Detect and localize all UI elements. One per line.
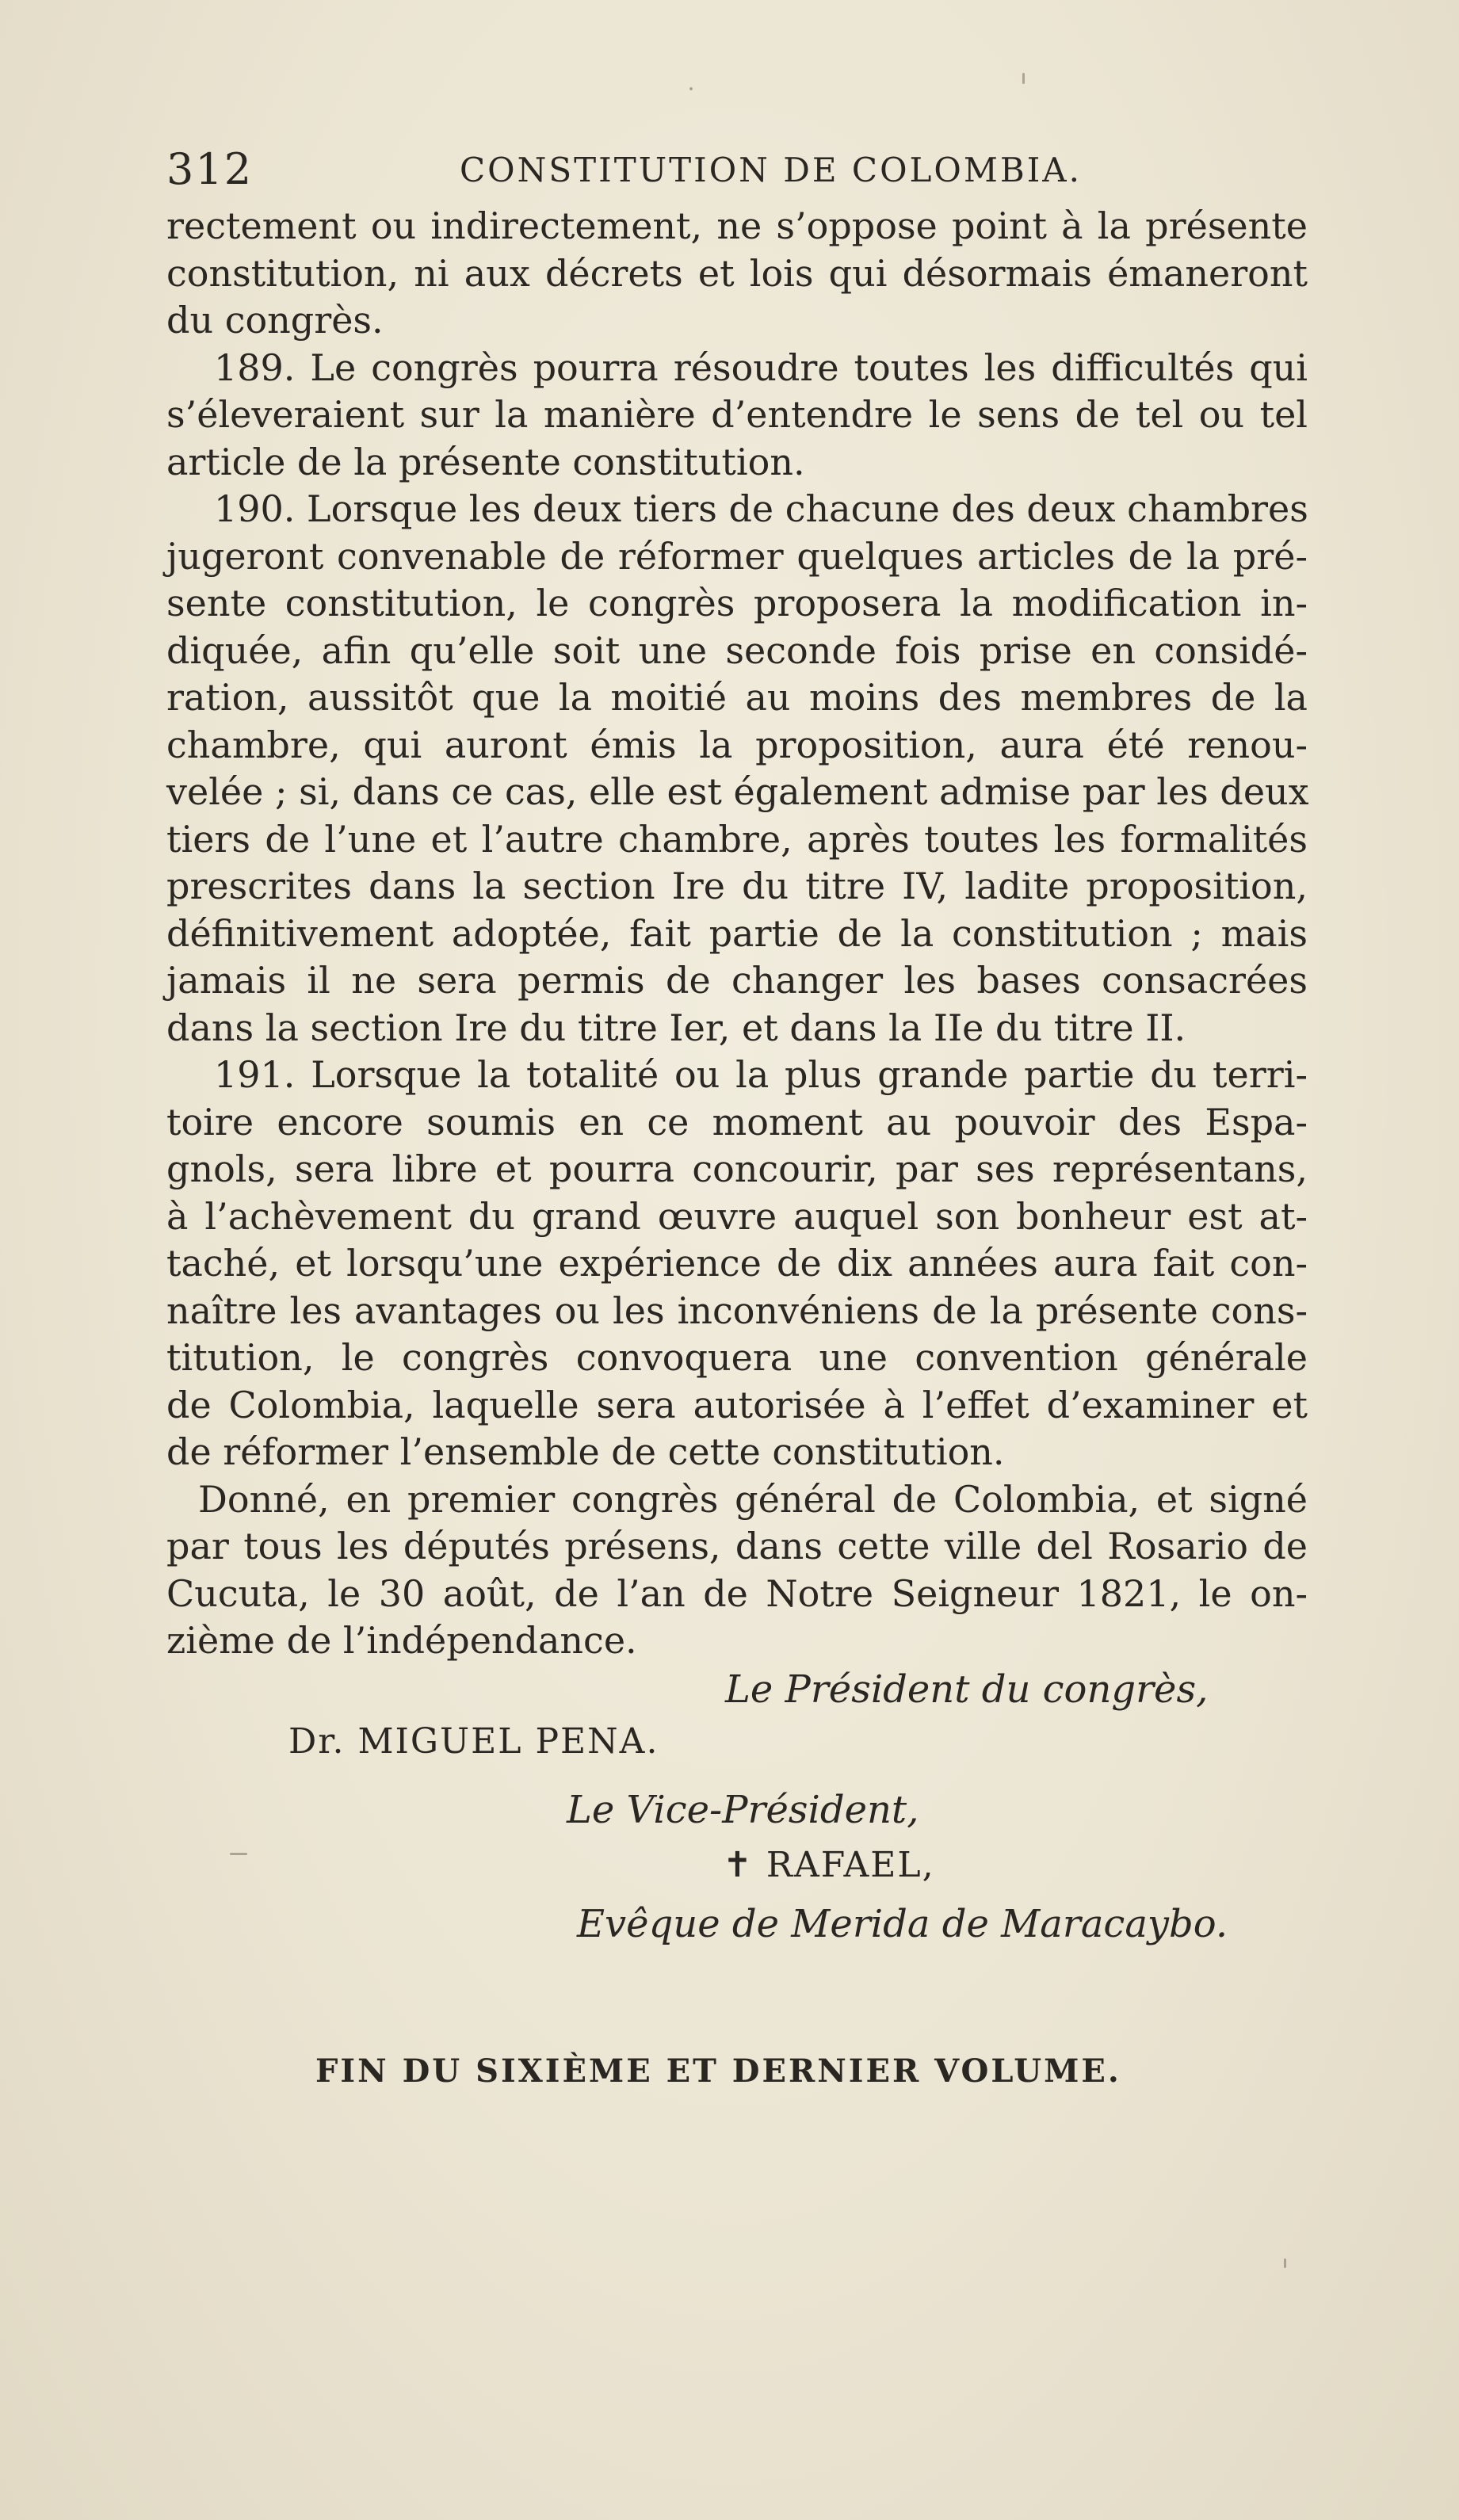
page-header bbox=[166, 144, 1308, 200]
text-line: ration, aussitôt que la moitié au moins des membres de la bbox=[166, 676, 1308, 719]
vice-president-office: Evêque de Merida de Maracaybo. bbox=[577, 1902, 1228, 1946]
paper-speck bbox=[689, 87, 693, 90]
text-line: définitivement adoptée, fait partie de la constitution ; mais bbox=[166, 911, 1308, 955]
text-line: de réformer l’ensemble de cette constitution. bbox=[166, 1430, 1005, 1473]
paper-speck bbox=[1284, 2258, 1286, 2268]
vice-president-name: ✝ RAFAEL, bbox=[723, 1845, 935, 1885]
text-line: chambre, qui auront émis la proposition, aura été renou- bbox=[166, 723, 1308, 766]
text-line: Cucuta, le 30 août, de l’an de Notre Seigneur 1821, le on- bbox=[166, 1571, 1308, 1615]
text-line: du congrès. bbox=[166, 299, 384, 342]
text-line: titution, le congrès convoquera une convention générale bbox=[166, 1336, 1308, 1379]
article-191-start: 191. Lorsque la totalité ou la plus grande partie du terri- bbox=[214, 1053, 1308, 1096]
page-number: 312 bbox=[166, 144, 254, 194]
text-line: article de la présente constitution. bbox=[166, 440, 805, 483]
text-line: de Colombia, laquelle sera autorisée à l’effet d’examiner et bbox=[166, 1383, 1308, 1426]
text-line: rectement ou indirectement, ne s’oppose point à la présente bbox=[166, 204, 1308, 247]
text-line: s’éleveraient sur la manière d’entendre le sens de tel ou tel bbox=[166, 393, 1308, 436]
text-line: diquée, afin qu’elle soit une seconde fois prise en considé- bbox=[166, 628, 1308, 672]
text-line: gnols, sera libre et pourra concourir, par ses représentans, bbox=[166, 1147, 1308, 1190]
article-189-start: 189. Le congrès pourra résoudre toutes les difficultés qui bbox=[214, 346, 1308, 389]
closing-paragraph-start: Donné, en premier congrès général de Colombia, et signé bbox=[198, 1477, 1308, 1521]
text-line: zième de l’indépendance. bbox=[166, 1619, 637, 1662]
text-line: jugeront convenable de réformer quelques articles de la pré- bbox=[166, 534, 1308, 578]
text-line: velée ; si, dans ce cas, elle est également admise par les deux bbox=[166, 770, 1309, 813]
president-title: Le Président du congrès, bbox=[725, 1667, 1209, 1712]
paper-speck bbox=[1022, 73, 1025, 84]
text-line: toire encore soumis en ce moment au pouvoir des Espa- bbox=[166, 1100, 1308, 1144]
paper-speck bbox=[230, 1853, 247, 1855]
president-name: Dr. MIGUEL PENA. bbox=[288, 1721, 659, 1762]
text-line: à l’achèvement du grand œuvre auquel son bonheur est at- bbox=[166, 1194, 1308, 1238]
text-line: constitution, ni aux décrets et lois qui désormais émaneront bbox=[166, 251, 1308, 295]
text-line: prescrites dans la section Ire du titre IV, ladite proposition, bbox=[166, 865, 1308, 907]
text-line: taché, et lorsqu’une expérience de dix années aura fait con- bbox=[166, 1242, 1308, 1285]
article-190-start: 190. Lorsque les deux tiers de chacune des deux chambres bbox=[214, 487, 1308, 530]
text-line: par tous les députés présens, dans cette ville del Rosario de bbox=[166, 1525, 1308, 1567]
running-title: CONSTITUTION DE COLOMBIA. bbox=[460, 151, 1082, 189]
text-line: jamais il ne sera permis de changer les bases consacrées bbox=[166, 959, 1308, 1002]
body-text bbox=[166, 203, 1308, 1665]
text-line: tiers de l’une et l’autre chambre, après toutes les formalités bbox=[166, 817, 1308, 861]
text-line: naître les avantages ou les inconvéniens de la présente cons- bbox=[166, 1289, 1308, 1332]
colophon: FIN DU SIXIÈME ET DERNIER VOLUME. bbox=[315, 2052, 1121, 2090]
text-line: dans la section Ire du titre Ier, et dans la IIe du titre II. bbox=[166, 1006, 1186, 1049]
vice-president-title: Le Vice-Président, bbox=[567, 1788, 919, 1832]
text-line: sente constitution, le congrès proposera la modification in- bbox=[166, 582, 1308, 624]
